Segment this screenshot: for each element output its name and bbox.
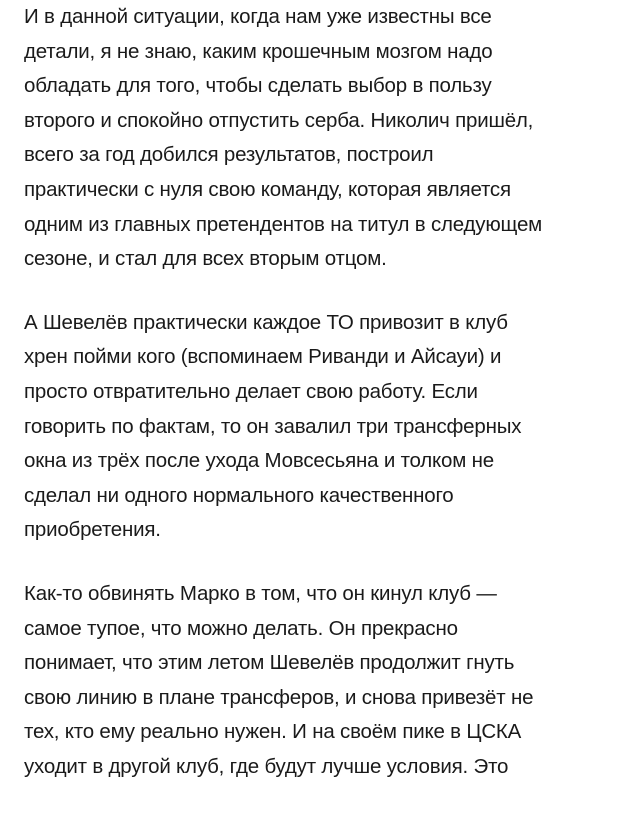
text-line: приобретения. <box>24 518 161 542</box>
text-line: понимает, что этим летом Шевелёв продолжит гнуть <box>24 651 515 675</box>
text-line: И в данной ситуации, когда нам уже известны все <box>24 5 492 28</box>
text-line: Как-то обвинять Марко в том, что он кинул клуб — <box>24 581 497 605</box>
text-line: сезоне, и стал для всех вторым отцом. <box>24 247 387 271</box>
text-line: А Шевелёв практически каждое ТО привозит в клуб <box>24 310 508 334</box>
text-line: самое тупое, что можно делать. Он прекрасно <box>24 616 458 640</box>
paragraph-2 <box>24 306 614 548</box>
paragraph-1 <box>24 0 614 277</box>
text-line: одним из главных претендентов на титул в следующем <box>24 212 543 236</box>
text-line: окна из трёх после ухода Мовсесьяна и толком не <box>24 449 494 473</box>
text-line: тех, кто ему реально нужен. И на своём пике в ЦСКА <box>24 720 522 744</box>
text-line: детали, я не знаю, каким крошечным мозгом надо <box>24 39 493 63</box>
paragraph-3 <box>24 577 614 785</box>
text-line: второго и спокойно отпустить серба. Николич пришёл, <box>24 108 534 132</box>
text-line: всего за год добился результатов, построил <box>24 143 434 167</box>
text-line: свою линию в плане трансферов, и снова привезёт не <box>24 685 534 709</box>
text-line: хрен пойми кого (вспоминаем Риванди и Айсауи) и <box>24 345 502 369</box>
article-body <box>24 0 614 813</box>
text-line: обладать для того, чтобы сделать выбор в пользу <box>24 74 492 98</box>
text-line: говорить по фактам, то он завалил три трансферных <box>24 414 522 438</box>
text-line: просто отвратительно делает свою работу. Если <box>24 379 478 403</box>
text-line: практически с нуля свою команду, которая является <box>24 177 511 201</box>
text-line: уходит в другой клуб, где будут лучше условия. Это <box>24 754 509 778</box>
text-line: сделал ни одного нормального качественного <box>24 483 454 507</box>
